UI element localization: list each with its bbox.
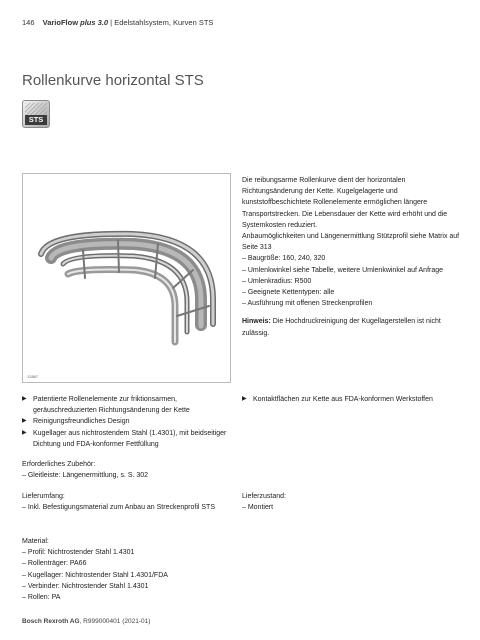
feature-item: ▶ Kontaktflächen zur Kette aus FDA-konformen Werkstoffen — [242, 394, 452, 405]
footer-company: Bosch Rexroth AG — [22, 618, 80, 625]
page-footer — [22, 618, 150, 625]
product-name: VarioFlow — [42, 18, 79, 27]
product-image — [22, 173, 231, 383]
list-item: – Gleitleiste: Längenermittlung, s. S. 302 — [22, 472, 149, 480]
features-right — [242, 394, 452, 405]
scope-block — [22, 491, 222, 513]
material-label: Material: — [22, 538, 49, 545]
page-title: Rollenkurve horizontal STS — [22, 72, 204, 90]
delivery-block — [242, 491, 442, 513]
roller-curve-illustration — [23, 174, 232, 384]
list-item: – Inkl. Befestigungsmaterial zum Anbau an Streckenprofil STS — [22, 504, 215, 512]
badge-pattern — [25, 103, 47, 115]
list-item: – Baugröße: 160, 240, 320 — [242, 255, 326, 263]
list-item: – Verbinder: Nichtrostender Stahl 1.4301 — [22, 582, 149, 590]
note-text: Die Hochdruckreinigung der Kugellagerstellen ist nicht zulässig. — [242, 318, 441, 337]
list-item: – Kugellager: Nichtrostender Stahl 1.4301/FDA — [22, 571, 168, 579]
list-item: – Umlenkwinkel siehe Tabelle, weitere Umlenkwinkel auf Anfrage — [242, 266, 444, 274]
list-item: – Ausführung mit offenen Streckenprofilen — [242, 300, 373, 308]
header-section: Edelstahlsystem, Kurven STS — [114, 18, 214, 27]
footer-doc: , R999000401 (2021-01) — [79, 618, 151, 625]
features-left — [22, 394, 232, 450]
badge-label: STS — [25, 115, 47, 125]
accessories-label: Erforderliches Zubehör: — [22, 461, 96, 468]
accessories-block — [22, 459, 242, 481]
list-item: – Profil: Nichtrostender Stahl 1.4301 — [22, 549, 135, 557]
scope-label: Lieferumfang: — [22, 493, 65, 500]
header-separator: | — [110, 18, 113, 27]
list-item: – Rollen: PA — [22, 594, 61, 602]
feature-item: ▶ Patentierte Rollenelemente zur friktionsarmen, geräuschreduzierten Richtungsänderung der Kette — [22, 394, 232, 416]
list-item: – Montiert — [242, 504, 274, 512]
list-item: – Umlenkradius: R500 — [242, 277, 312, 285]
note-label: Hinweis: — [242, 318, 271, 326]
description-block — [242, 175, 460, 339]
feature-item: ▶ Reinigungsfreundliches Design — [22, 416, 232, 427]
feature-item: ▶ Kugellager aus nichtrostendem Stahl (1.4301), mit beidseitiger Dichtung und FDA-konformer Fettfüllung — [22, 428, 232, 450]
product-suffix: plus 3.0 — [80, 18, 109, 27]
note — [242, 316, 460, 338]
list-item: – Geeignete Kettentypen: alle — [242, 289, 335, 297]
page-header — [22, 18, 213, 27]
description-text: Die reibungsarme Rollenkurve dient der horizontalen Richtungsänderung der Kette. Kugelgelagerte und kunststoffbeschichtete Rollenelemente ermöglichen längere Transportstrecken. Die Lebensdauer der Kette wird erhöht und die Systemkosten reduziert. — [242, 177, 448, 229]
figure-code: 12867 — [27, 374, 39, 379]
spec-list — [242, 253, 460, 309]
material-block — [22, 536, 242, 603]
description-intro: Anbaumöglichkeiten und Längenermittlung Stützprofil siehe Matrix auf Seite 313 — [242, 233, 460, 252]
page-number: 146 — [22, 18, 35, 27]
sts-badge-icon — [22, 100, 50, 128]
list-item: – Rollenträger: PA66 — [22, 560, 87, 568]
delivery-label: Lieferzustand: — [242, 493, 286, 500]
